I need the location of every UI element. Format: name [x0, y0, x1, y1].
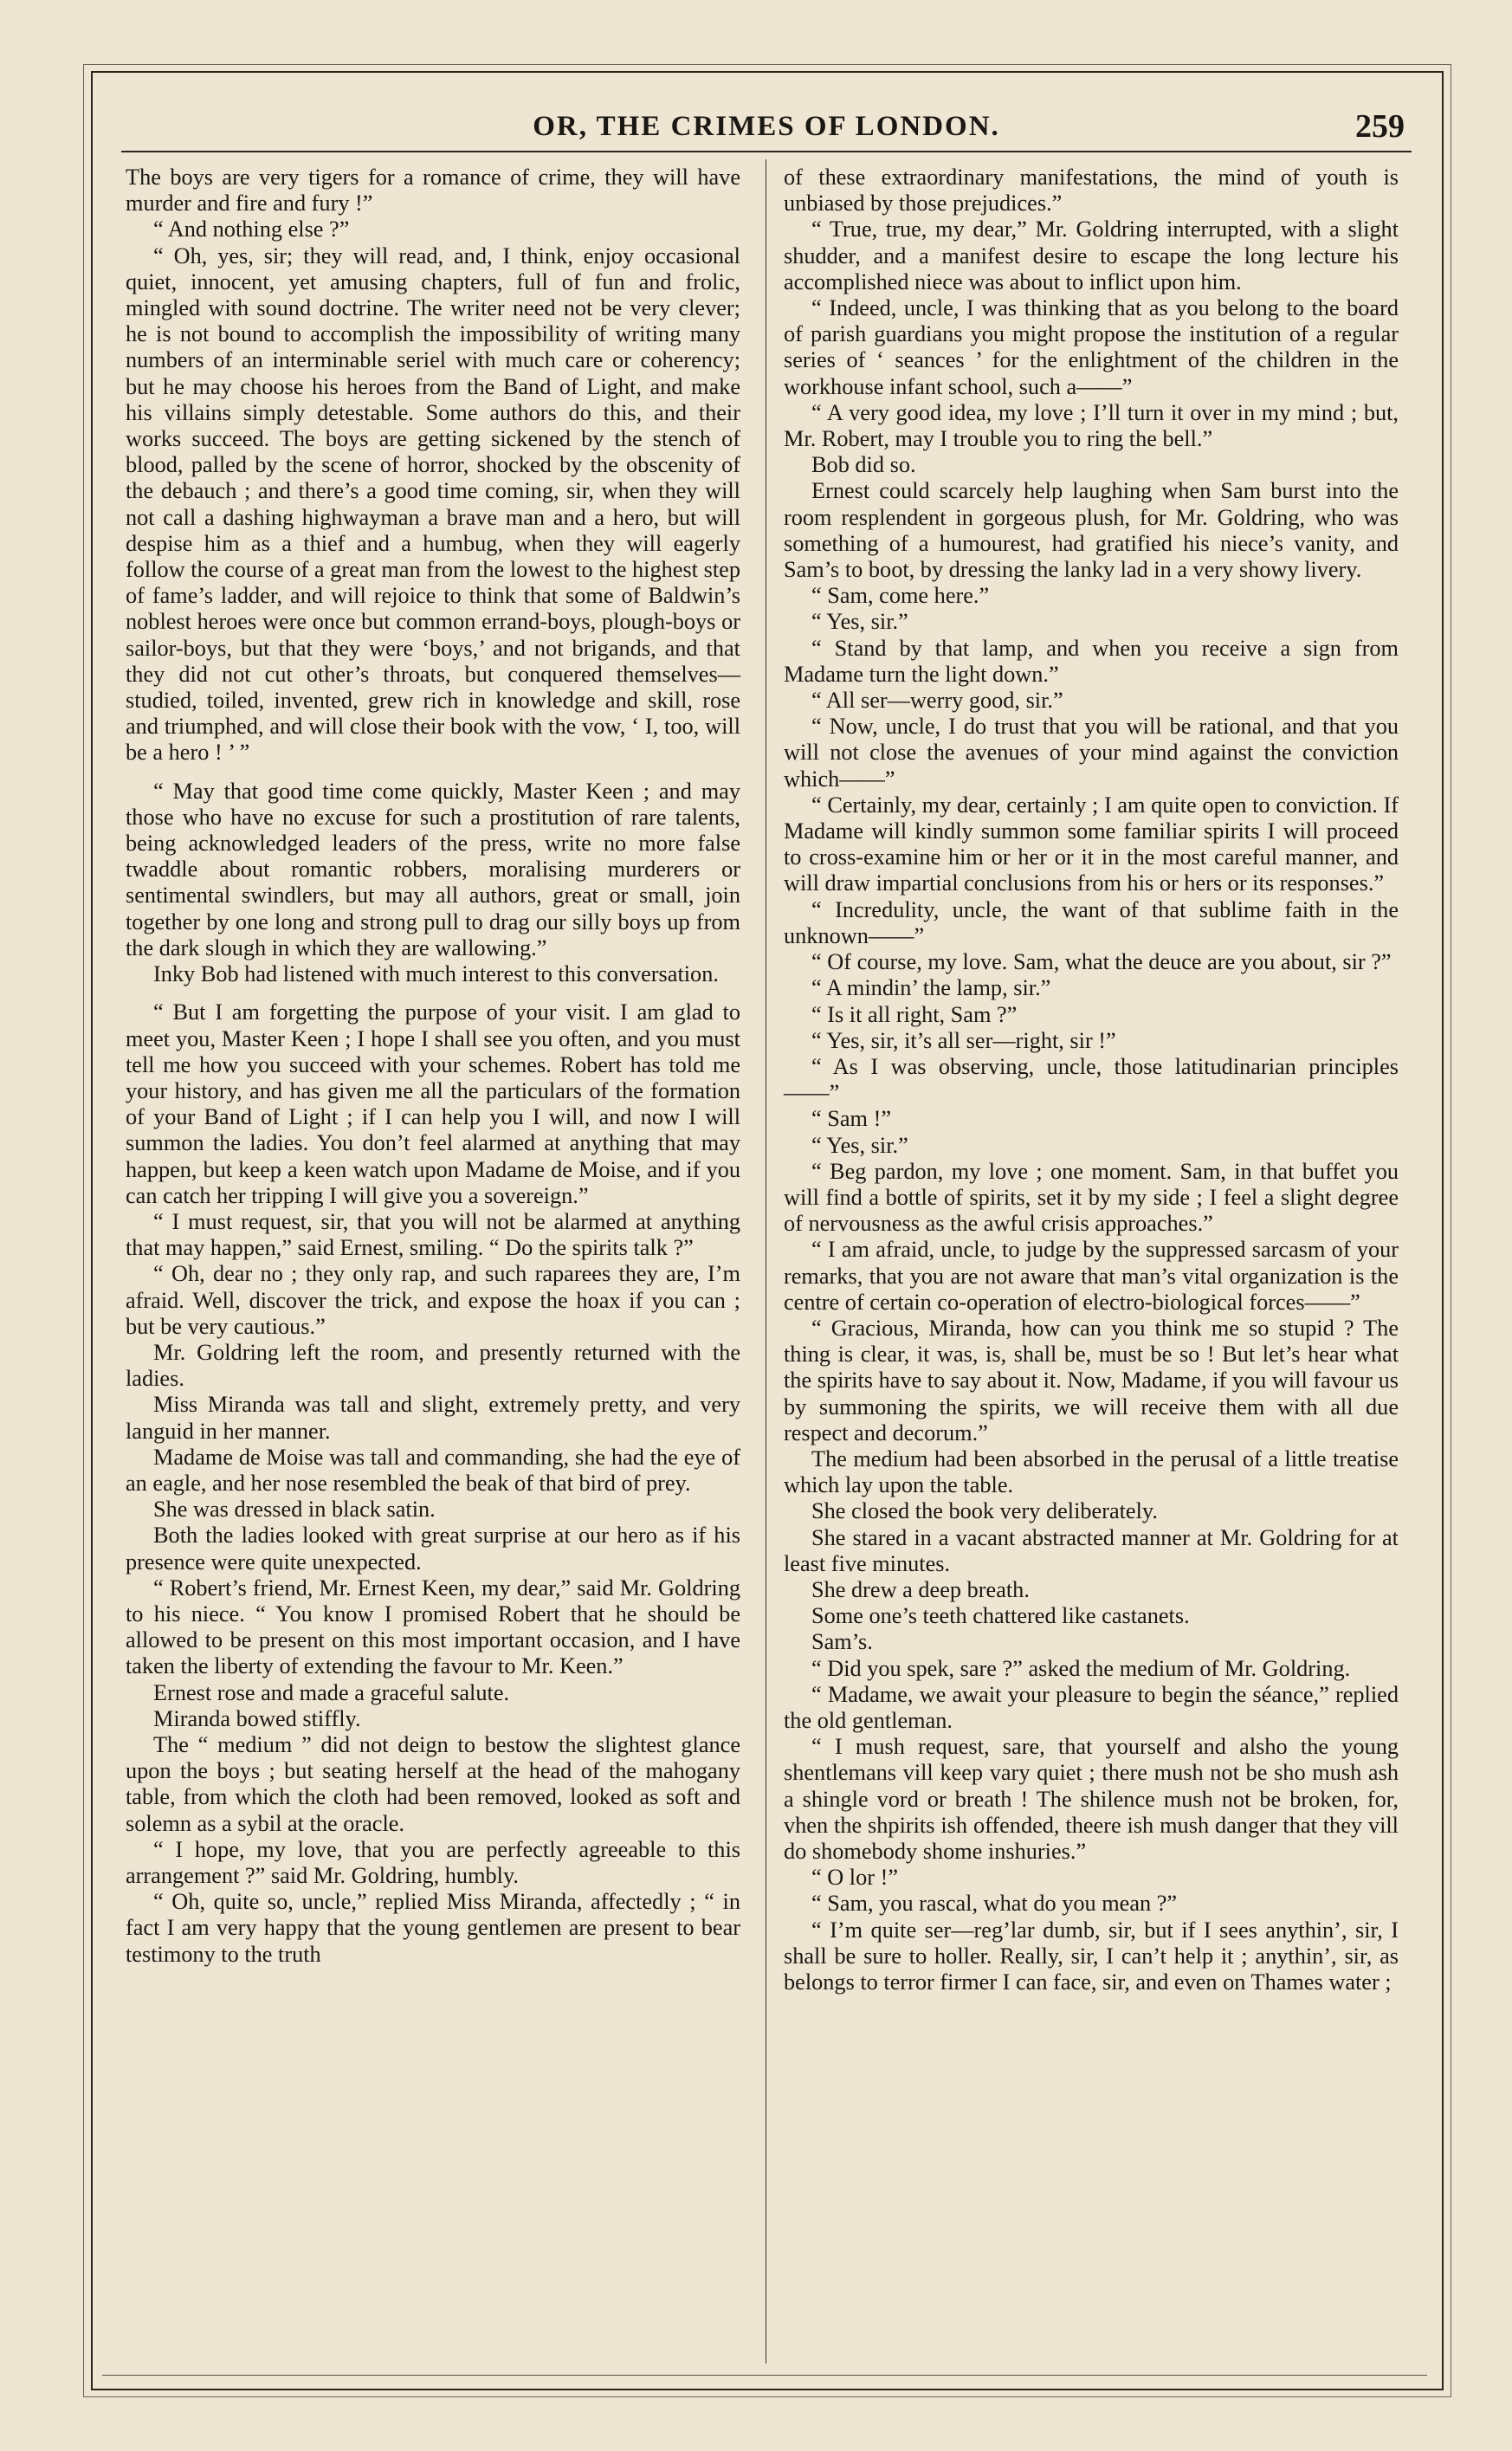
paragraph: Ernest rose and made a graceful salute. — [153, 1679, 510, 1705]
paragraph: The medium had been absorbed in the perusal of a little treatise which lay upon the table. — [784, 1445, 1399, 1498]
paragraph: “ Yes, sir.” — [811, 1132, 908, 1158]
paragraph: Sam’s. — [811, 1629, 873, 1655]
paragraph: “ As I was observing, uncle, those latitudinarian principles——” — [784, 1053, 1399, 1106]
paragraph: “ A very good idea, my love ; I’ll turn it over in my mind ; but, Mr. Robert, may I trouble you to ring the bell.” — [784, 399, 1399, 452]
paragraph: She drew a deep breath. — [811, 1576, 1030, 1602]
paragraph: “ And nothing else ?” — [153, 217, 350, 243]
paragraph: “ Certainly, my dear, certainly ; I am quite open to conviction. If Madame will kindly summon some familiar spirits I will proceed to cross-examine him or her or it in the most careful manner, and will draw impartial conclusions from his or hers or its responses.” — [784, 792, 1399, 896]
paragraph: “ Robert’s friend, Mr. Ernest Keen, my dear,” said Mr. Goldring to his niece. “ You know I promised Robert that he should be allowed to be present on this most important occasion, and I have taken the liberty of extending the favour to Mr. Keen.” — [126, 1575, 740, 1679]
paragraph: “ Madame, we await your pleasure to begin the séance,” replied the old gentleman. — [784, 1681, 1399, 1733]
paragraph: “ Sam !” — [811, 1106, 892, 1132]
paragraph: “ I am afraid, uncle, to judge by the suppressed sarcasm of your remarks, that you are not aware that man’s vital organization is the centre of certain co-operation of electro-biological forces——” — [784, 1237, 1399, 1315]
paragraph: Some one’s teeth chattered like castanets. — [811, 1603, 1190, 1629]
paragraph: “ Beg pardon, my love ; one moment. Sam, in that buffet you will find a bottle of spirits, set it by my side ; I feel a slight degree of nervousness as the awful crisis approaches.” — [784, 1158, 1399, 1237]
paragraph: “ Indeed, uncle, I was thinking that as you belong to the board of parish guardians you might propose the institution of a regular series of ‘ seances ’ for the enlightment of the children in the workhouse infant school, such a——” — [784, 295, 1399, 399]
paragraph: “ Sam, you rascal, what do you mean ?” — [811, 1891, 1178, 1917]
paragraph: Miranda bowed stiffly. — [153, 1705, 361, 1731]
paragraph: The boys are very tigers for a romance of crime, they will have murder and fire and fury !” — [126, 165, 740, 217]
right-column — [784, 165, 1399, 1995]
paragraph: “ Sam, come here.” — [811, 583, 990, 609]
paragraph: “ I must request, sir, that you will not be alarmed at anything that may happen,” said Ernest, smiling. “ Do the spirits talk ?” — [126, 1208, 740, 1261]
page-header — [121, 102, 1412, 152]
paragraph: “ I’m quite ser—reg’lar dumb, sir, but if I sees anythin’, sir, I shall be sure to holler. Really, sir, I can’t help it ; anythin’, sir, as belongs to terror firmer I can face, sir, and even on Thames water ; — [784, 1917, 1399, 1995]
running-title: OR, THE CRIMES OF LONDON. — [533, 111, 1000, 142]
paragraph: “ O lor !” — [811, 1865, 899, 1891]
paragraph: “ I hope, my love, that you are perfectly agreeable to this arrangement ?” said Mr. Goldring, humbly. — [126, 1836, 740, 1888]
paragraph: “ Did you spek, sare ?” asked the medium of Mr. Goldring. — [811, 1655, 1351, 1681]
paragraph: The “ medium ” did not deign to bestow the slightest glance upon the boys ; but seating herself at the head of the mahogany table, from which the cloth had been removed, looked as soft and solemn as a sybil at the oracle. — [126, 1731, 740, 1836]
paragraph: She closed the book very deliberately. — [811, 1498, 1158, 1524]
paragraph: She was dressed in black satin. — [153, 1497, 436, 1523]
paragraph: “ Of course, my love. Sam, what the deuce are you about, sir ?” — [811, 949, 1392, 975]
bottom-rule — [102, 2375, 1427, 2376]
paragraph: Both the ladies looked with great surprise at our hero as if his presence were quite unexpected. — [126, 1523, 740, 1575]
paragraph: “ Yes, sir, it’s all ser—right, sir !” — [811, 1027, 1116, 1053]
paragraph: “ May that good time come quickly, Master Keen ; and may those who have no excuse for such a prostitution of rare talents, being acknowledged leaders of the press, write no more false twaddle about romantic robbers, moralising murderers or sentimental swindlers, but may all authors, great or small, join together by one long and strong pull to drag our silly boys up from the dark slough in which they are wallowing.” — [126, 778, 740, 960]
paragraph: “ Gracious, Miranda, how can you think me so stupid ? The thing is clear, it was, is, shall be, must be so ! But let’s hear what the spirits have to say about it. Now, Madame, if you will favour us by summoning the spirits, we will receive them with all due respect and decorum.” — [784, 1315, 1399, 1445]
paragraph: “ Stand by that lamp, and when you receive a sign from Madame turn the light down.” — [784, 635, 1399, 687]
page-number: 259 — [1355, 108, 1405, 145]
paragraph: “ Oh, quite so, uncle,” replied Miss Miranda, affectedly ; “ in fact I am very happy that the young gentlemen are present to bear testimony to the truth — [126, 1889, 740, 1967]
paragraph: “ Oh, dear no ; they only rap, and such raparees they are, I’m afraid. Well, discover the trick, and expose the hoax if you can ; but be very cautious.” — [126, 1261, 740, 1339]
paragraph: “ A mindin’ the lamp, sir.” — [811, 975, 1051, 1001]
paragraph: “ Incredulity, uncle, the want of that sublime faith in the unknown——” — [784, 896, 1399, 948]
left-column — [126, 165, 740, 1968]
paragraph: Miss Miranda was tall and slight, extremely pretty, and very languid in her manner. — [126, 1392, 740, 1444]
paragraph: Madame de Moise was tall and commanding, she had the eye of an eagle, and her nose resembled the beak of that bird of prey. — [126, 1444, 740, 1496]
paragraph: “ All ser—werry good, sir.” — [811, 688, 1063, 714]
paragraph: “ Yes, sir.” — [811, 609, 908, 635]
paragraph: “ Now, uncle, I do trust that you will be rational, and that you will not close the avenues of your mind against the conviction which——” — [784, 714, 1399, 792]
paragraph: of these extraordinary manifestations, the mind of youth is unbiased by those prejudices.” — [784, 165, 1399, 217]
paragraph: “ I mush request, sare, that yourself and alsho the young shentlemans vill keep vary quiet ; there mush not be sho mush ash a shingle vord or breath ! The shilence mush not be broken, for, vhen the shpirits ish offended, theere ish mush danger that they vill do shomebody shome inshuries.” — [784, 1734, 1399, 1864]
paragraph: Ernest could scarcely help laughing when Sam burst into the room resplendent in gorgeous plush, for Mr. Goldring, who was something of a humourest, had gratified his niece’s vanity, and Sam’s to boot, by dressing the lanky lad in a very showy livery. — [784, 478, 1399, 583]
paragraph: “ Oh, yes, sir; they will read, and, I think, enjoy occasional quiet, innocent, yet amusing chapters, full of fun and frolic, mingled with sound doctrine. The writer need not be very clever; he is not bound to accomplish the impossibility of writing many numbers of an interminable seriel with much care or coherency; but he may choose his heroes from the Band of Light, and make his villains simply detestable. Some authors do this, and their works succeed. The boys are getting sickened by the stench of blood, palled by the scene of horror, shocked by the obscenity of the debauch ; and there’s a good time coming, sir, when they will not call a dashing highwayman a brave man and a hero, but will despise him as a thief and a humbug, when they will eagerly follow the course of a great man from the lowest to the highest step of fame’s ladder, and will rejoice to think that some of Baldwin’s noblest heroes were once but common errand-boys, plough-boys or sailor-boys, but that they were ‘boys,’ and not brigands, and that they did not cut other’s throats, but conquered themselves—studied, toiled, invented, grew rich in knowledge and skill, rose and triumphed, and will close their book with the vow, ‘ I, too, will be a hero ! ’ ” — [126, 243, 740, 766]
paragraph: Mr. Goldring left the room, and presently returned with the ladies. — [126, 1339, 740, 1392]
paragraph: Inky Bob had listened with much interest to this conversation. — [153, 961, 719, 987]
paragraph: “ Is it all right, Sam ?” — [811, 1001, 1018, 1027]
paragraph: Bob did so. — [811, 452, 916, 478]
paragraph: “ True, true, my dear,” Mr. Goldring interrupted, with a slight shudder, and a manifest desire to escape the long lecture his accomplished niece was about to inflict upon him. — [784, 217, 1399, 294]
paragraph: She stared in a vacant abstracted manner at Mr. Goldring for at least five minutes. — [784, 1524, 1399, 1576]
paragraph: “ But I am forgetting the purpose of your visit. I am glad to meet you, Master Keen ; I hope I shall see you often, and you must tell me how you succeed with your schemes. Robert has told me your history, and has given me all the particulars of the formation of your Band of Light ; if I can help you I will, and now I will summon the ladies. You don’t feel alarmed at anything that may happen, but keep a keen watch upon Madame de Moise, and if you can catch her tripping I will give you a sovereign.” — [126, 999, 740, 1208]
